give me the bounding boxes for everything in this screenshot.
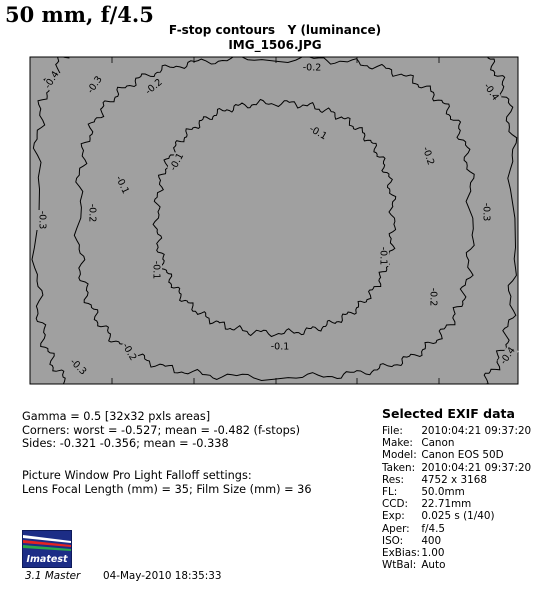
exif-key: Exp: — [382, 510, 405, 523]
exif-row — [382, 437, 531, 449]
exif-row — [382, 523, 531, 535]
contour-label: -0.1 — [307, 123, 329, 143]
exif-row — [382, 449, 531, 461]
contour-label: -0.4 — [42, 69, 62, 91]
exif-value: Auto — [421, 559, 446, 572]
contour-label: -0.3 — [36, 210, 48, 230]
imatest-logo — [22, 530, 72, 568]
logo-stripes-icon — [23, 531, 71, 553]
contour-label: -0.2 — [419, 145, 437, 167]
exif-value: 400 — [421, 534, 442, 547]
lens-title: 50 mm, f/4.5 — [5, 2, 154, 27]
exif-value: f/4.5 — [421, 522, 445, 535]
exif-value: Canon EOS 50D — [421, 449, 504, 462]
contour-label: -0.3 — [480, 202, 492, 222]
exif-key: FL: — [382, 485, 398, 498]
corners-line: Corners: worst = -0.527; mean = -0.482 (f-stops) — [22, 423, 301, 437]
exif-key: CCD: — [382, 498, 409, 511]
contour-label: -0.1 — [150, 260, 162, 280]
exif-key: ISO: — [382, 534, 404, 547]
picture-window-block — [22, 469, 312, 496]
exif-value: Canon — [421, 437, 455, 450]
contour-label: -0.4 — [481, 81, 501, 103]
contour-label: -0.3 — [67, 356, 89, 378]
exif-key: Res: — [382, 473, 405, 486]
exif-value: 2010:04:21 09:37:20 — [421, 425, 532, 437]
exif-value: 2010:04:21 09:37:20 — [421, 461, 532, 474]
exif-table — [382, 425, 531, 571]
sides-line: Sides: -0.321 -0.356; mean = -0.338 — [22, 437, 229, 451]
exif-value: 0.025 s (1/40) — [421, 510, 495, 523]
contour-label: -0.2 — [302, 62, 322, 74]
contour-label: -0.1 — [270, 341, 290, 353]
exif-row — [382, 486, 531, 498]
exif-row — [382, 425, 531, 437]
logo-text: Imatest — [26, 554, 68, 565]
pw-settings-line: Lens Focal Length (mm) = 35; Film Size (mm) = 36 — [22, 482, 312, 496]
contour-label: -0.1 — [377, 246, 389, 266]
exif-value: 22.71mm — [421, 498, 472, 511]
exif-row — [382, 498, 531, 510]
exif-key: Make: — [382, 437, 413, 450]
exif-title: Selected EXIF data — [382, 406, 515, 421]
exif-key: File: — [382, 425, 403, 437]
timestamp-label: 04-May-2010 18:35:33 — [103, 570, 222, 582]
exif-key: Aper: — [382, 522, 410, 535]
exif-key: WtBal: — [382, 559, 417, 572]
contour-label: -0.1 — [167, 151, 187, 173]
exif-value: 1.00 — [421, 546, 445, 559]
contour-label: -0.1 — [113, 174, 131, 196]
exif-key: Taken: — [382, 461, 416, 474]
contour-label: -0.2 — [119, 341, 139, 363]
pw-title-line: Picture Window Pro Light Falloff settings: — [22, 469, 252, 482]
exif-row — [382, 535, 531, 547]
contour-label: -0.4 — [498, 345, 518, 367]
exif-row — [382, 559, 531, 571]
exif-row — [382, 462, 531, 474]
contour-label: -0.3 — [85, 74, 105, 96]
exif-row — [382, 474, 531, 486]
version-label: 3.1 Master — [25, 570, 81, 582]
exif-key: Model: — [382, 449, 417, 462]
stats-block — [22, 410, 300, 451]
exif-value: 4752 x 3168 — [421, 473, 487, 486]
gamma-line: Gamma = 0.5 [32x32 pxls areas] — [22, 410, 211, 423]
exif-value: 50.0mm — [421, 485, 465, 498]
exif-key: ExBias: — [382, 546, 421, 559]
exif-row — [382, 510, 531, 522]
contour-label: -0.2 — [143, 76, 165, 98]
exif-row — [382, 547, 531, 559]
chart-subtitle: IMG_1506.JPG — [228, 38, 322, 52]
contour-label: -0.2 — [86, 203, 98, 223]
chart-title: F-stop contours Y (luminance) — [168, 23, 382, 37]
contour-label: -0.2 — [427, 287, 439, 307]
